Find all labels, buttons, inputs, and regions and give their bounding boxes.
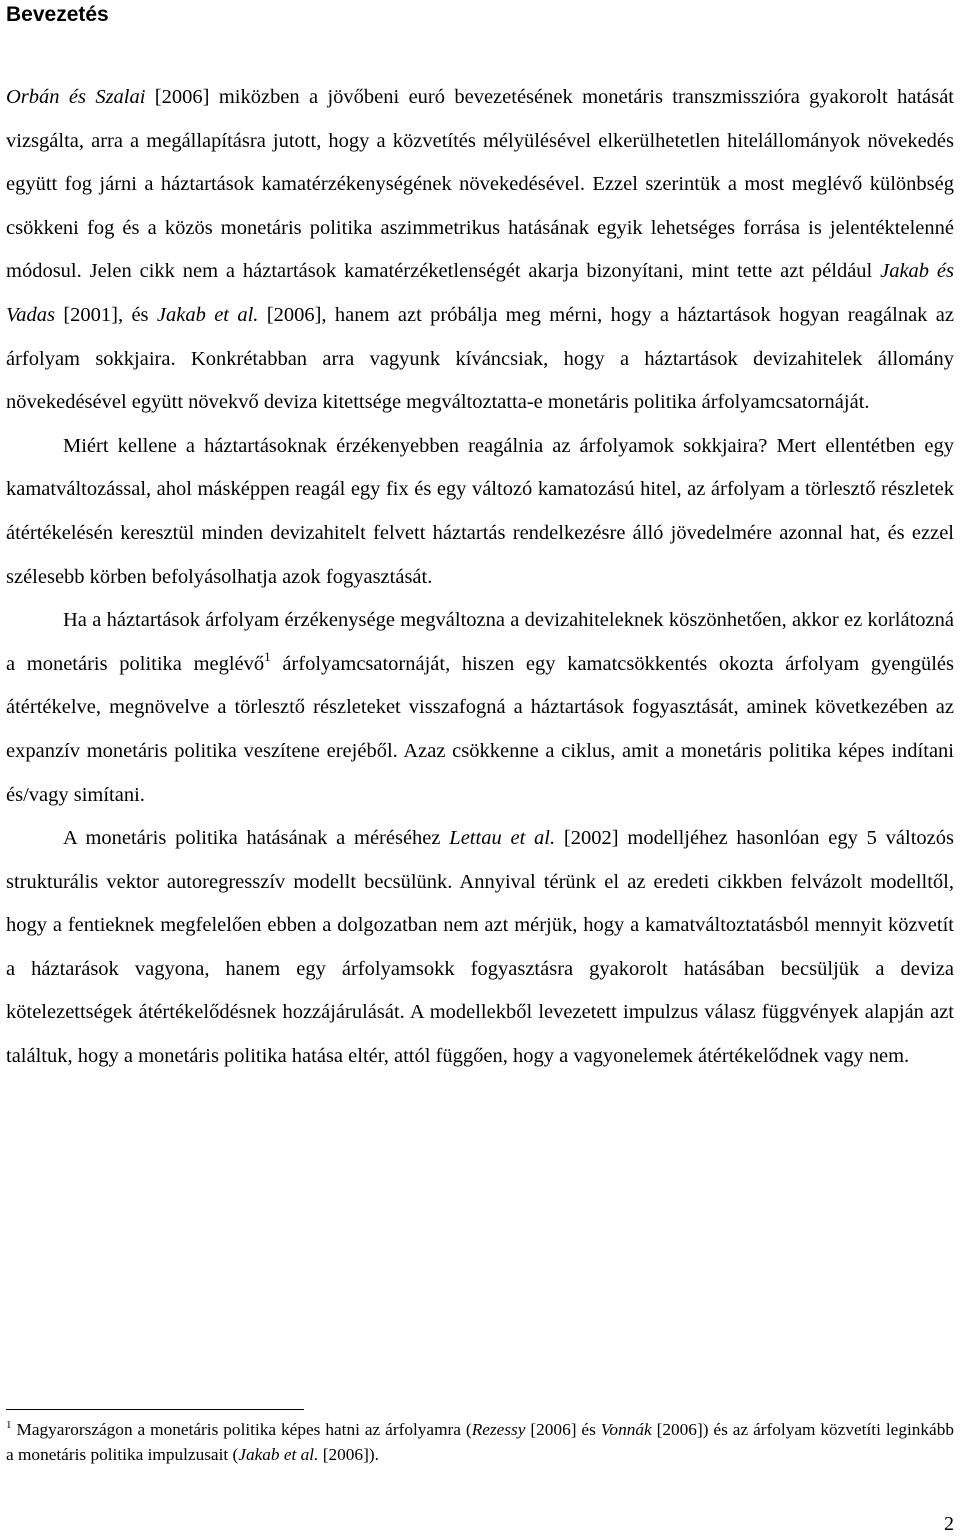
footnote-text-d: [2006]). xyxy=(318,1445,379,1464)
citation-authors: Orbán és Szalai xyxy=(6,86,146,108)
paragraph-1-text-b: [2001], és xyxy=(54,303,157,326)
paragraph-3-text-b: árfolyamcsatornáját, hiszen egy kamatcsökkentés okozta árfolyam gyengülés átértékelve, megnövelve a törlesztő részleteket visszafogná a háztartások fogyasztását, aminek következében az expanzív monetáris politika veszítene erejéből. Azaz csökkenne a ciklus, amit a monetáris politika képes indítani és/vagy simítani. xyxy=(6,652,954,806)
paragraph-2: Miért kellene a háztartásoknak érzékenyebben reagálnia az árfolyamok sokkjaira? Mert ellentétben egy kamatváltozással, ahol másképpen reagál egy fix és egy változó kamatozású hitel, az árfolyam a törlesztő részletek átértékelésén keresztül minden devizahitelt felvett háztartás rendelkezésre álló jövedelmére azonnal hat, és ezzel szélesebb körben befolyásolhatja azok fogyasztását. xyxy=(6,434,954,588)
footnote-reference[interactable]: 1 xyxy=(264,648,271,664)
paragraph-1-text-c: [2006], hanem azt próbálja meg mérni, hogy a háztartások hogyan reagálnak az árfolyam sokkjaira. Konkrétabban arra vagyunk kíváncsiak, hogy a háztartások devizahitelek állomány növekedésével együtt növekvő deviza kitettsége megváltoztatta-e monetáris politika árfolyamcsatornáját. xyxy=(6,303,954,414)
footnote xyxy=(6,1417,954,1467)
citation-jakab-et-al-footnote: Jakab et al. xyxy=(238,1445,319,1464)
body-text xyxy=(6,76,954,1079)
footnote-marker: 1 xyxy=(6,1419,12,1431)
paragraph-4 xyxy=(6,817,954,1079)
paragraph-4-text-b: [2002] modelljéhez hasonlóan egy 5 változós strukturális vektor autoregresszív modellt becsülünk. Annyival térünk el az eredeti cikkben felvázolt modelltől, hogy a fentieknek megfelelően ebben a dolgozatban nem azt mérjük, hogy a kamatváltoztatásból mennyit közvetít a háztarások vagyona, hanem egy árfolyamsokk fogyasztásra gyakorolt hatásában becsüljük a deviza kötelezettségek átértékelődésnek hozzájárulását. A modellekből levezetett impulzus válasz függvények alapján azt találtuk, hogy a monetáris politika hatása eltér, attól függően, hogy a vagyonelemek átértékelődnek vagy nem. xyxy=(6,827,954,1068)
paragraph-3-text-a: Ha a háztartások árfolyam érzékenysége megváltozna a devizahiteleknek köszönhetően, akkor ez korlátozná a monetáris politika meglévő xyxy=(6,609,954,675)
citation-jakab-et-al: Jakab et al. xyxy=(156,303,259,326)
page-number: 2 xyxy=(944,1513,954,1535)
footnote-divider xyxy=(6,1409,304,1410)
footnote-text-b: [2006] és xyxy=(525,1420,601,1439)
citation-rezessy: Rezessy xyxy=(471,1420,526,1439)
paragraph-3 xyxy=(6,599,954,817)
section-heading: Bevezetés xyxy=(6,3,109,26)
footnote-text-a: Magyarországon a monetáris politika képes hatni az árfolyamra ( xyxy=(11,1420,472,1439)
footnote-text-c: [2006]) és az árfolyam közvetíti leginkább a monetáris politika impulzusait ( xyxy=(6,1420,954,1464)
paragraph-1-text-a: [2006] miközben a jövőbeni euró bevezetésének monetáris transzmisszióra gyakorolt hatását vizsgálta, arra a megállapításra jutott, hogy a közvetítés mélyülésével elkerülhetetlen hitelállományok növekedés együtt fog járni a háztartások kamatérzékenységének növekedésével. Ezzel szerintük a most meglévő különbség csökkeni fog és a közös monetáris politika aszimmetrikus hatásának egyik lehetséges forrása is jelentéktelenné módosul. Jelen cikk nem a háztartások kamatérzéketlenségét akarja bizonyítani, mint tette azt például xyxy=(6,86,954,283)
citation-lettau-et-al: Lettau et al. xyxy=(449,827,556,850)
citation-vonnak: Vonnák xyxy=(600,1420,652,1439)
citation-jakab-vadas: Jakab és Vadas xyxy=(6,260,955,326)
paragraph-4-text-a: A monetáris politika hatásának a méréséhez xyxy=(63,827,450,850)
paragraph-1 xyxy=(6,76,954,425)
